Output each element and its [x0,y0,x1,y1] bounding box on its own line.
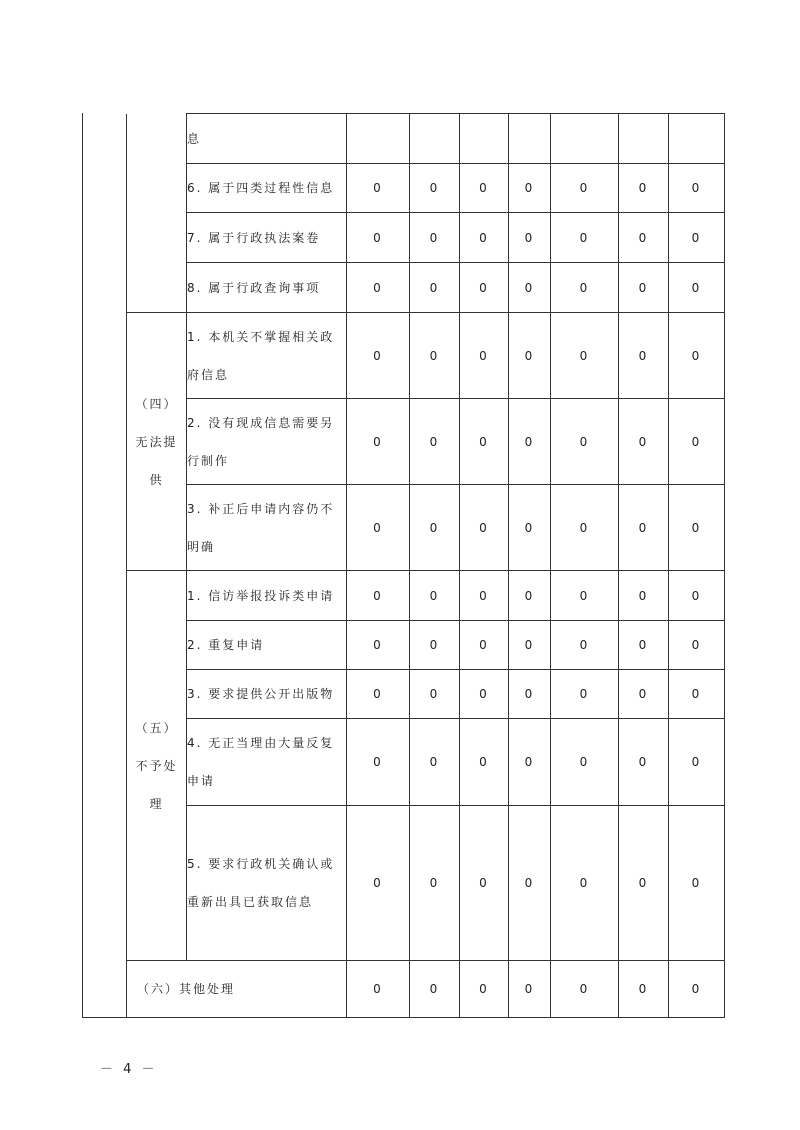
table-row [127,961,725,1018]
table-row [127,164,725,213]
table-row [127,806,725,961]
category-label: 不予处 [135,758,178,773]
section5-category-cell [127,571,187,961]
section3-category-cell [127,114,187,313]
table-row [127,670,725,719]
value-cell: 0 [619,571,669,621]
table-row [127,263,725,313]
value-cell: 0 [619,621,669,670]
value-cell: 0 [619,399,669,485]
value-cell: 0 [551,670,619,719]
row-label-line: 4. 无正当理由大量反复 [187,736,335,750]
row-label-line: 2. 没有现成信息需要另 [187,415,335,430]
value-cell: 0 [347,806,410,961]
row-label [187,806,347,961]
table-row [127,313,725,399]
value-cell: 0 [460,806,509,961]
category-label: 理 [149,796,164,811]
value-cell: 0 [509,719,551,806]
value-cell: 0 [347,719,410,806]
row-label-line: 3. 补正后申请内容仍不 [187,501,335,516]
value-cell: 0 [669,806,725,961]
value-cell: 0 [551,263,619,313]
value-cell: 0 [619,213,669,263]
value-cell: 0 [551,719,619,806]
row-label: 6. 属于四类过程性信息 [187,164,347,213]
row-label [187,313,347,399]
row-label-line: 府信息 [187,367,230,382]
row-label [187,399,347,485]
value-cell: 0 [460,399,509,485]
value-cell: 0 [669,164,725,213]
row-label [187,621,347,670]
value-cell: 0 [347,485,410,571]
value-cell: 0 [410,263,460,313]
value-cell: 0 [509,399,551,485]
value-cell: 0 [410,399,460,485]
value-cell: 0 [410,670,460,719]
disclosure-statistics-table [126,113,725,1018]
value-cell: 0 [669,621,725,670]
value-cell: 0 [619,313,669,399]
row-label-line: 1. 本机关不掌握相关政 [187,329,335,344]
table-row [127,114,725,164]
value-cell: 0 [669,313,725,399]
category-label: 供 [149,472,164,487]
row-label-line: 行制作 [187,453,230,468]
value-cell: 0 [410,213,460,263]
value-cell: 0 [619,719,669,806]
row-label: （六）其他处理 [127,961,347,1018]
value-cell: 0 [410,313,460,399]
section4-category-cell [127,313,187,571]
value-cell: 0 [347,399,410,485]
value-cell: 0 [669,213,725,263]
value-cell [551,114,619,164]
value-cell: 0 [347,670,410,719]
value-cell: 0 [347,621,410,670]
row-label-line: 明确 [187,539,216,554]
value-cell: 0 [509,621,551,670]
value-cell: 0 [347,961,410,1018]
value-cell: 0 [410,806,460,961]
value-cell: 0 [551,806,619,961]
value-cell: 0 [460,621,509,670]
value-cell: 0 [460,164,509,213]
value-cell: 0 [551,571,619,621]
value-cell: 0 [551,399,619,485]
row-label [187,670,347,719]
value-cell [669,114,725,164]
row-label-line: 申请 [187,774,216,788]
value-cell: 0 [509,213,551,263]
value-cell: 0 [551,213,619,263]
category-label: （四） [135,396,178,411]
value-cell: 0 [410,485,460,571]
value-cell: 0 [619,164,669,213]
row-label: 8. 属于行政查询事项 [187,263,347,313]
row-label-line: 5. 要求行政机关确认或 [187,857,335,871]
row-label-line: 重新出具已获取信息 [187,895,314,909]
value-cell: 0 [509,485,551,571]
value-cell [347,114,410,164]
row-label-line: 2. 重复申请 [187,638,265,652]
value-cell: 0 [509,571,551,621]
value-cell: 0 [347,164,410,213]
row-label [187,571,347,621]
table-row [127,571,725,621]
row-label: 7. 属于行政执法案卷 [187,213,347,263]
value-cell [509,114,551,164]
value-cell [460,114,509,164]
table-row [127,399,725,485]
value-cell: 0 [410,571,460,621]
value-cell: 0 [619,670,669,719]
value-cell: 0 [410,961,460,1018]
value-cell: 0 [619,263,669,313]
table-row [127,485,725,571]
value-cell: 0 [619,806,669,961]
value-cell: 0 [669,485,725,571]
row-label-line: 3. 要求提供公开出版物 [187,687,335,701]
value-cell: 0 [551,164,619,213]
value-cell [410,114,460,164]
value-cell [619,114,669,164]
row-label-line: 1. 信访举报投诉类申请 [187,588,335,603]
value-cell: 0 [669,571,725,621]
table-row [127,213,725,263]
value-cell: 0 [669,263,725,313]
value-cell: 0 [460,961,509,1018]
value-cell: 0 [509,263,551,313]
value-cell: 0 [669,719,725,806]
value-cell: 0 [347,213,410,263]
value-cell: 0 [669,399,725,485]
category-label: （五） [135,720,178,735]
value-cell: 0 [669,670,725,719]
value-cell: 0 [509,164,551,213]
value-cell: 0 [347,263,410,313]
value-cell: 0 [551,313,619,399]
value-cell: 0 [619,485,669,571]
value-cell: 0 [551,621,619,670]
value-cell: 0 [460,313,509,399]
page-number: － 4 － [100,1062,158,1077]
table-row [127,719,725,806]
row-label [187,719,347,806]
category-label: 无法提 [135,434,178,449]
value-cell: 0 [460,719,509,806]
value-cell: 0 [619,961,669,1018]
value-cell: 0 [460,263,509,313]
value-cell: 0 [509,806,551,961]
table-row [127,621,725,670]
value-cell: 0 [509,961,551,1018]
value-cell: 0 [551,961,619,1018]
value-cell: 0 [551,485,619,571]
row-label [187,485,347,571]
table-outer-left-border [82,113,83,1018]
value-cell: 0 [460,485,509,571]
value-cell: 0 [410,621,460,670]
value-cell: 0 [460,670,509,719]
value-cell: 0 [460,571,509,621]
value-cell: 0 [669,961,725,1018]
value-cell: 0 [460,213,509,263]
value-cell: 0 [509,670,551,719]
row-label: 息 [187,114,347,164]
value-cell: 0 [410,164,460,213]
value-cell: 0 [347,571,410,621]
value-cell: 0 [347,313,410,399]
value-cell: 0 [509,313,551,399]
value-cell: 0 [410,719,460,806]
